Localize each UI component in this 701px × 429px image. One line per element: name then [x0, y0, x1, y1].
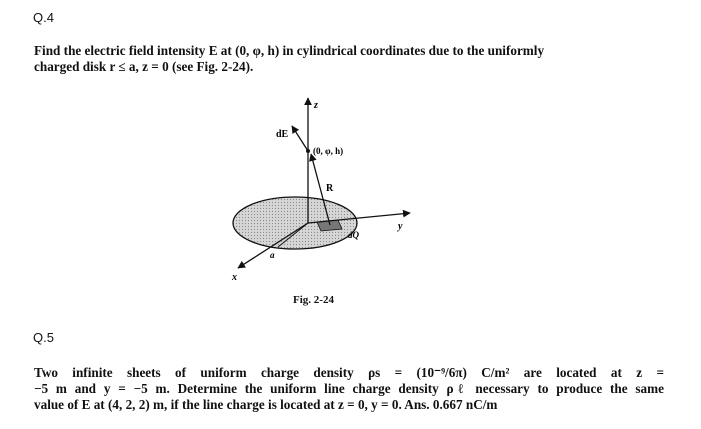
question-5-line-2: −5 m and y = −5 m. Determine the uniform line charge density ρℓ necessary to produce the same [34, 381, 664, 396]
de-label: dE [276, 129, 289, 140]
question-4-line-2: charged disk r ≤ a, z = 0 (see Fig. 2-24). [34, 59, 254, 74]
z-label: z [314, 100, 318, 111]
dq-label: dQ [348, 230, 359, 240]
field-point [306, 149, 310, 153]
point-label: (0, φ, h) [313, 146, 344, 156]
question-5-line-3: value of E at (4, 2, 2) m, if the line charge is located at z = 0, y = 0. Ans. 0.667 nC/m [34, 397, 498, 412]
question-4-label: Q.4 [33, 10, 54, 25]
question-5-label: Q.5 [33, 330, 54, 345]
figure-caption: Fig. 2-24 [293, 294, 334, 306]
x-label: x [232, 272, 237, 283]
r-label: R [326, 183, 334, 194]
de-vector [292, 126, 308, 151]
y-label: y [398, 221, 403, 232]
question-4-line-1: Find the electric field intensity E at (0, φ, h) in cylindrical coordinates due to the uniformly [34, 43, 545, 58]
a-label: a [270, 250, 275, 260]
figure-2-24 [220, 96, 420, 296]
question-5-text [34, 365, 664, 413]
question-5-line-1: Two infinite sheets of uniform charge density ρs = (10⁻⁹/6π) C/m² are located at z = [34, 365, 664, 380]
question-4-text [34, 43, 666, 75]
